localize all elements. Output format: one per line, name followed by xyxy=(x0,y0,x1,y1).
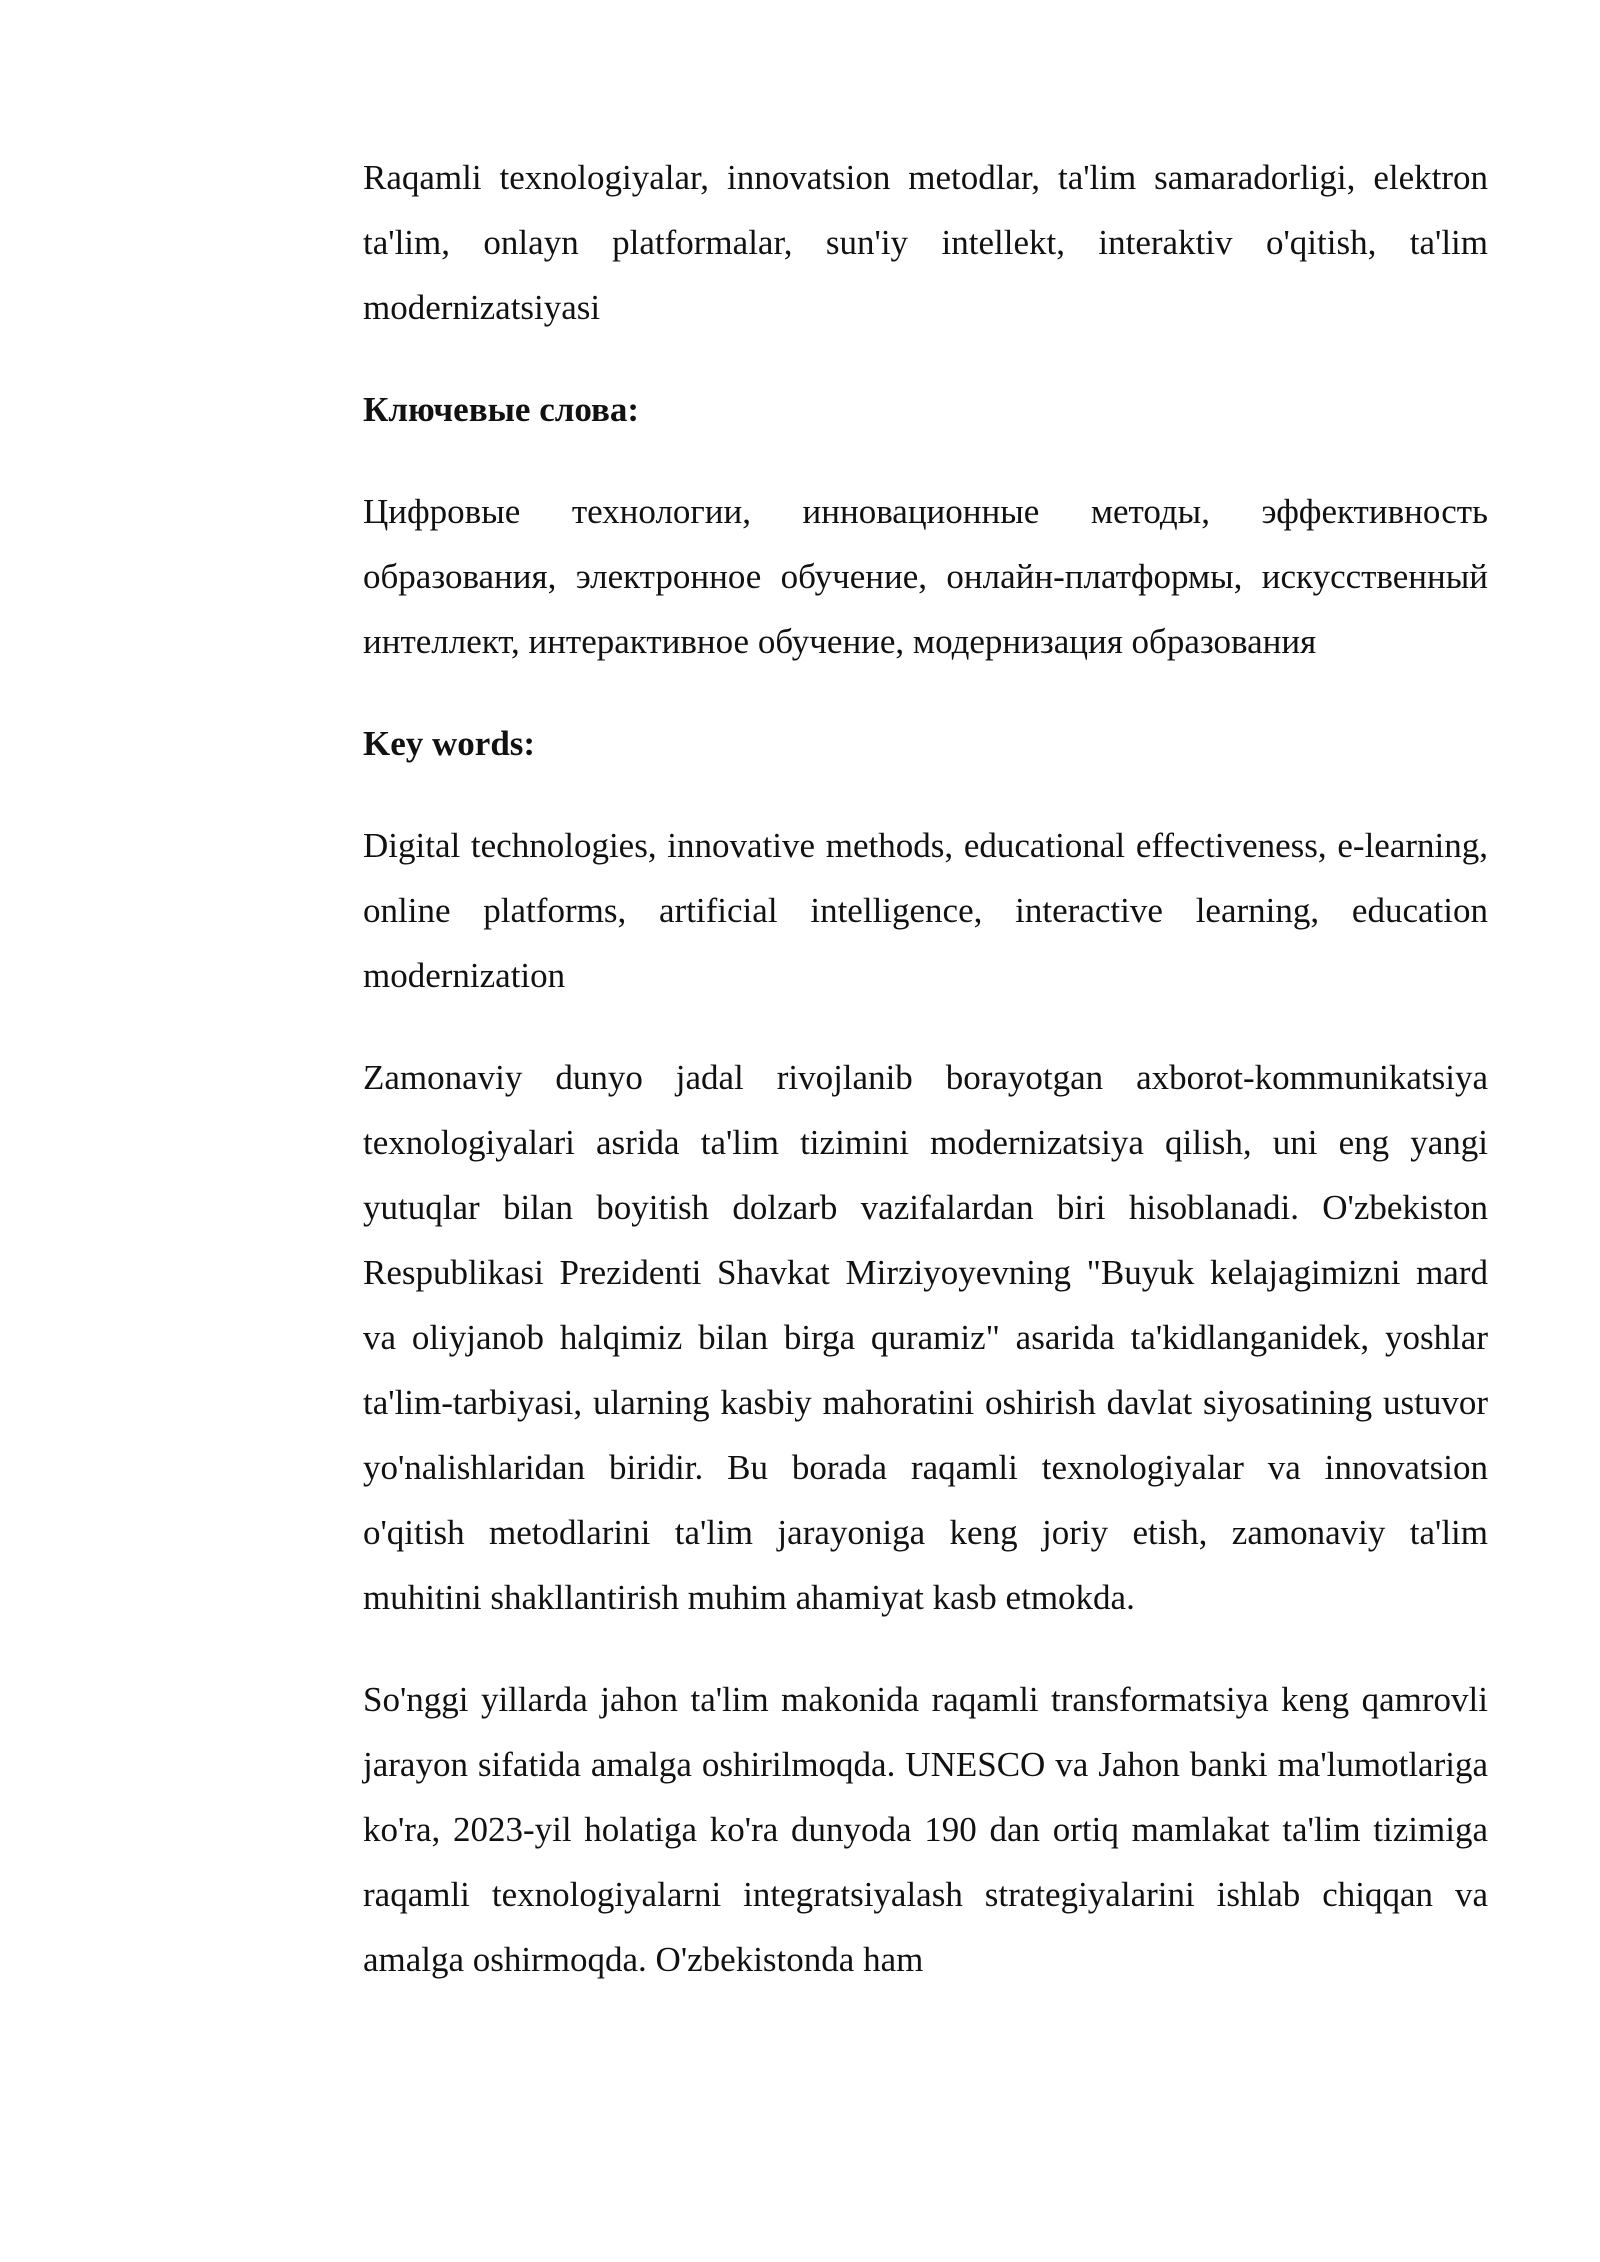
russian-keywords-heading: Ключевые слова: xyxy=(363,390,640,429)
body-paragraph-2: So'nggi yillarda jahon ta'lim makonida raqamli transformatsiya keng qamrovli jarayon sifatida amalga oshirilmoqda. UNESCO va Jahon banki ma'lumotlariga ko'ra, 2023-yil holatiga ko'ra dunyoda 190 dan ortiq mamlakat ta'lim tizimiga raqamli texnologiyalarni integratsiyalash strategiyalarini ishlab chiqqan va amalga oshirmoqda. O'zbekistonda ham xyxy=(363,1680,1488,1979)
english-keywords: Digital technologies, innovative methods, educational effectiveness, e-learning, online platforms, artificial intelligence, interactive learning, education modernization xyxy=(363,826,1488,995)
russian-keywords: Цифровые технологии, инновационные методы, эффективность образования, электронное обучение, онлайн-платформы, искусственный интеллект, интерактивное обучение, модернизация образования xyxy=(363,492,1488,661)
body-paragraph-1: Zamonaviy dunyo jadal rivojlanib borayotgan axborot-kommunikatsiya texnologiyalari asrida ta'lim tizimini modernizatsiya qilish, uni eng yangi yutuqlar bilan boyitish dolzarb vazifalardan biri hisoblanadi. O'zbekiston Respublikasi Prezidenti Shavkat Mirziyoyevning "Buyuk kelajagimizni mard va oliyjanob halqimiz bilan birga quramiz" asarida ta'kidlanganidek, yoshlar ta'lim-tarbiyasi, ularning kasbiy mahoratini oshirish davlat siyosatining ustuvor yo'nalishlaridan biridir. Bu borada raqamli texnologiyalar va innovatsion o'qitish metodlarini ta'lim jarayoniga keng joriy etish, zamonaviy ta'lim muhitini shakllantirish muhim ahamiyat kasb etmokda. xyxy=(363,1058,1488,1617)
english-keywords-heading: Key words: xyxy=(363,724,536,763)
uzbek-keywords: Raqamli texnologiyalar, innovatsion metodlar, ta'lim samaradorligi, elektron ta'lim, onlayn platformalar, sun'iy intellekt, interaktiv o'qitish, ta'lim modernizatsiyasi xyxy=(363,158,1488,327)
document-page xyxy=(363,145,1488,2029)
